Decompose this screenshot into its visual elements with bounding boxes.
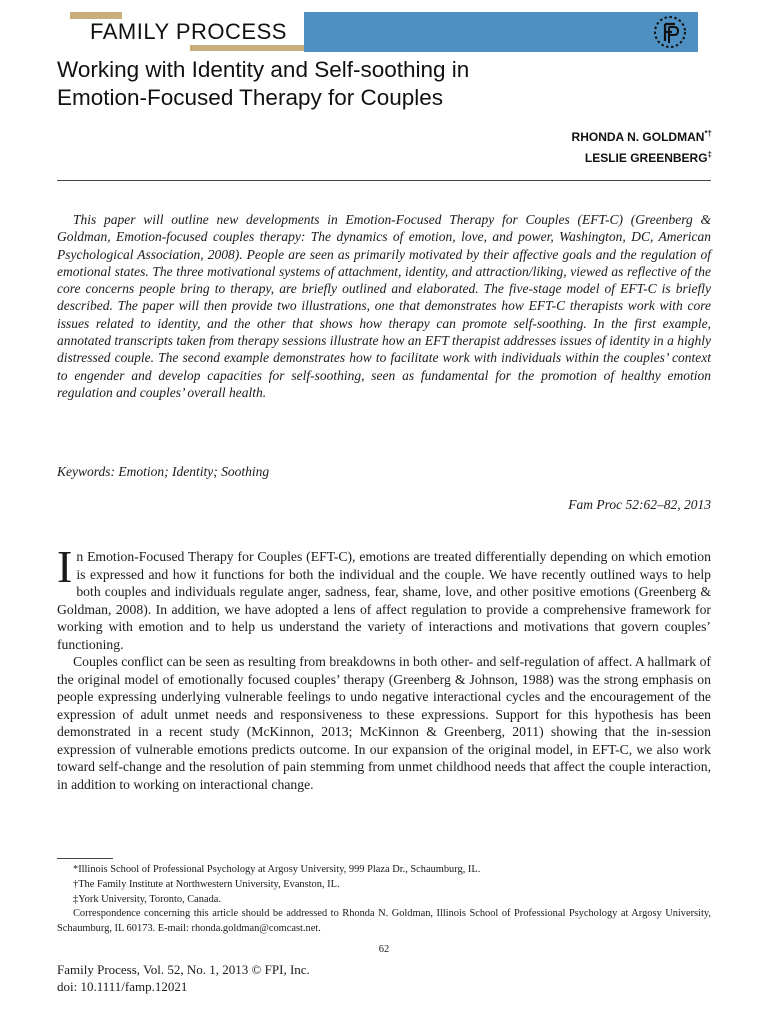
- body-paragraph: [57, 541, 711, 653]
- footnotes: [57, 863, 711, 937]
- fp-logo-icon: [652, 14, 688, 50]
- body-paragraph: Couples conflict can be seen as resulting from breakdowns in both other- and self-regulation of affect. A hallmark of the original model of emotionally focused couples’ therapy (Greenberg & Johnson, 1988) was the strong emphasis on people expressing underlying vulnerable feelings to undo negative interactional cycles and the encouragement of the expression of adult unmet needs and responsiveness to these expressions. Support for this hypothesis has been demonstrated in a recent study (McKinnon, 2013; McKinnon & Greenberg, 2011) showing that the in-session expression of vulnerable emotions predicts outcome. In our expansion of the original model, in EFT-C, we also work toward self-change and the resolution of pain stemming from unmet childhood needs that affect the couple interaction, in addition to working on interactional change.: [57, 654, 711, 792]
- author-marks: ‡: [707, 150, 712, 159]
- title-line-2: Emotion-Focused Therapy for Couples: [57, 85, 444, 110]
- footnote-divider: [57, 858, 113, 859]
- journal-header: [70, 12, 698, 52]
- keywords: Keywords: Emotion; Identity; Soothing: [57, 464, 270, 479]
- footer-journal-info: Family Process, Vol. 52, No. 1, 2013 © FPI, Inc.: [57, 962, 310, 977]
- correspondence-note: Correspondence concerning this article should be addressed to Rhonda N. Goldman, Illinois School of Professional Psychology at Argosy University, Schaumburg, IL 60173. E-mail: rhonda.goldman@comcast.net.: [57, 908, 711, 935]
- header-gold-bar-bottom: [190, 45, 304, 51]
- footnote: ‡York University, Toronto, Canada.: [73, 893, 222, 905]
- abstract: This paper will outline new developments in Emotion-Focused Therapy for Couples (EFT-C) (Greenberg & Goldman, Emotion-focused couples therapy: The dynamics of emotion, love, and power, Washington, DC, American Psychological Association, 2008). People are seen as primarily motivated by their affective goals and the regulation of emotional states. The three motivational systems of attachment, identity, and attraction/liking, viewed as reflective of the core concerns people bring to therapy, are briefly outlined and elaborated. The five-stage model of EFT-C is briefly described. The paper will then provide two illustrations, one that demonstrates how EFT-C therapists work with core issues related to identity, and the other that shows how therapy can promote self-soothing. In the first example, annotated transcripts taken from therapy sessions illustrate how an EFT therapist addresses issues of identity in a highly distressed couple. The second example demonstrates how to facilitate work with individuals within the couples’ context to engender and develop capacities for self-soothing, seen as fundamental for the promotion of healthy emotion regulation and couples’ overall health.: [57, 212, 711, 400]
- author-marks: *†: [704, 129, 712, 138]
- author: [572, 125, 712, 146]
- footer-doi: doi: 10.1111/famp.12021: [57, 979, 188, 994]
- citation: Fam Proc 52:62–82, 2013: [568, 497, 711, 512]
- body-text: [57, 541, 711, 793]
- author-name: LESLIE GREENBERG: [584, 151, 708, 165]
- title-line-1: Working with Identity and Self-soothing in: [57, 57, 470, 82]
- header-divider: [57, 180, 711, 181]
- header-blue-bar: [304, 12, 698, 52]
- page-number: 62: [378, 944, 390, 955]
- article-title: [57, 56, 717, 112]
- journal-name: FAMILY PROCESS: [90, 19, 287, 44]
- paragraph-text: n Emotion-Focused Therapy for Couples (EFT-C), emotions are treated differentially depending on which emotion is expressed and how it functions for both the individual and the couple. We have recently outlined ways to help both couples and individuals regulate anger, sadness, fear, shame, love, and other positive emotions (Greenberg & Goldman, 2008). In addition, we have adopted a lens of affect regulation to provide a comprehensive framework for working with emotion and to help us understand the variety of interactions and motivations that govern couples’ functioning.: [57, 549, 711, 652]
- author-name: RHONDA N. GOLDMAN: [571, 130, 705, 144]
- header-gold-bar-top: [70, 12, 122, 19]
- drop-cap: I: [57, 541, 73, 592]
- author-list: [572, 125, 712, 167]
- footnote: *Illinois School of Professional Psychology at Argosy University, 999 Plaza Dr., Schaumburg, IL.: [73, 864, 481, 875]
- page-footer: [57, 961, 310, 995]
- author: [572, 146, 712, 167]
- footnote: †The Family Institute at Northwestern University, Evanston, IL.: [73, 878, 340, 890]
